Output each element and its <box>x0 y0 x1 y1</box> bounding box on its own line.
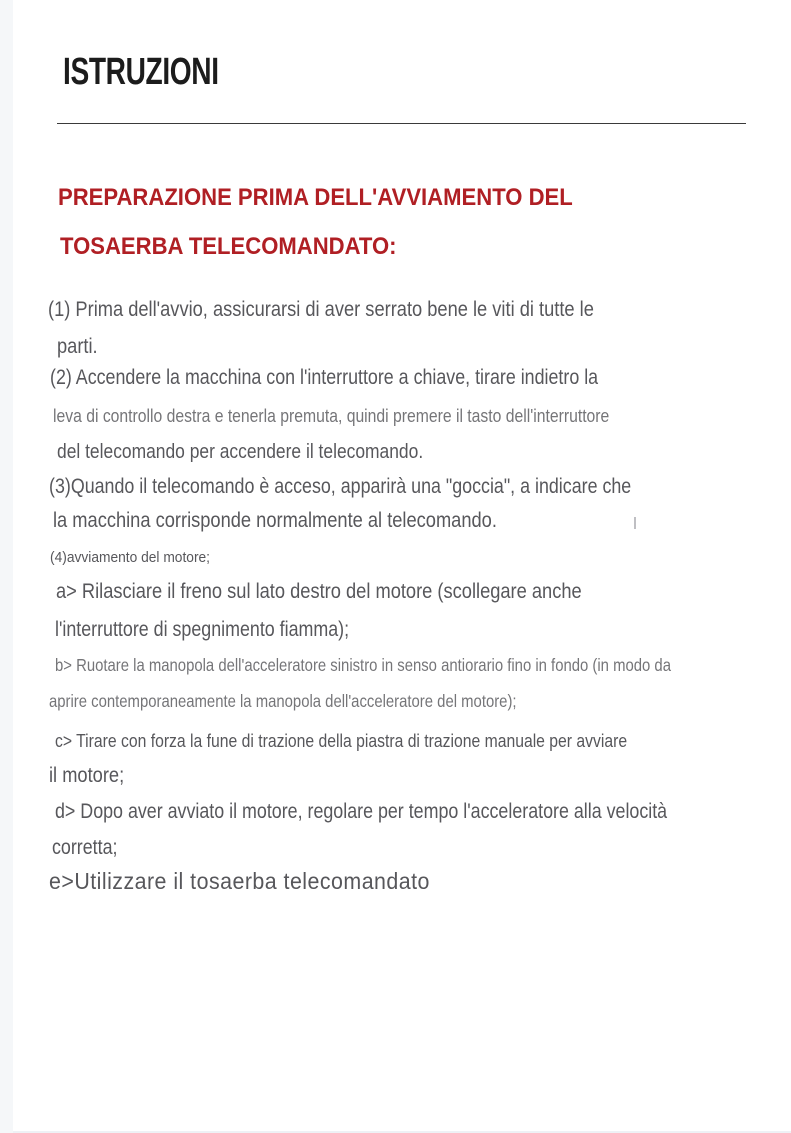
body-line: d> Dopo aver avviato il motore, regolare per tempo l'acceleratore alla velocità <box>55 800 668 823</box>
section-heading-line-1: PREPARAZIONE PRIMA DELL'AVVIAMENTO DEL <box>58 184 573 211</box>
scan-artifact-mark <box>634 517 636 529</box>
body-line: e>Utilizzare il tosaerba telecomandato <box>49 868 430 894</box>
body-line: l'interruttore di spegnimento fiamma); <box>55 618 350 641</box>
body-line: a> Rilasciare il freno sul lato destro del motore (scollegare anche <box>56 579 582 603</box>
body-line: parti. <box>57 334 98 358</box>
body-line: c> Tirare con forza la fune di trazione della piastra di trazione manuale per avviare <box>55 730 628 751</box>
section-heading-line-2: TOSAERBA TELECOMANDATO: <box>60 233 397 260</box>
body-line: corretta; <box>52 836 118 859</box>
page-left-edge <box>0 0 13 1133</box>
body-line: (1) Prima dell'avvio, assicurarsi di aver serrato bene le viti di tutte le <box>48 297 594 321</box>
body-line: il motore; <box>49 763 125 787</box>
body-line: (2) Accendere la macchina con l'interruttore a chiave, tirare indietro la <box>50 366 599 389</box>
body-line: la macchina corrisponde normalmente al telecomando. <box>53 508 497 532</box>
title-divider <box>57 123 746 124</box>
page-title: ISTRUZIONI <box>63 51 219 93</box>
body-line: del telecomando per accendere il telecomando. <box>57 440 424 463</box>
body-line: (3)Quando il telecomando è acceso, apparirà una "goccia", a indicare che <box>49 475 632 498</box>
body-line: b> Ruotare la manopola dell'acceleratore sinistro in senso antiorario fino in fondo (in modo da <box>55 655 671 675</box>
body-line: aprire contemporaneamente la manopola dell'acceleratore del motore); <box>49 691 517 711</box>
body-line: (4)avviamento del motore; <box>50 550 211 566</box>
body-line: leva di controllo destra e tenerla premuta, quindi premere il tasto dell'interruttore <box>53 405 610 426</box>
